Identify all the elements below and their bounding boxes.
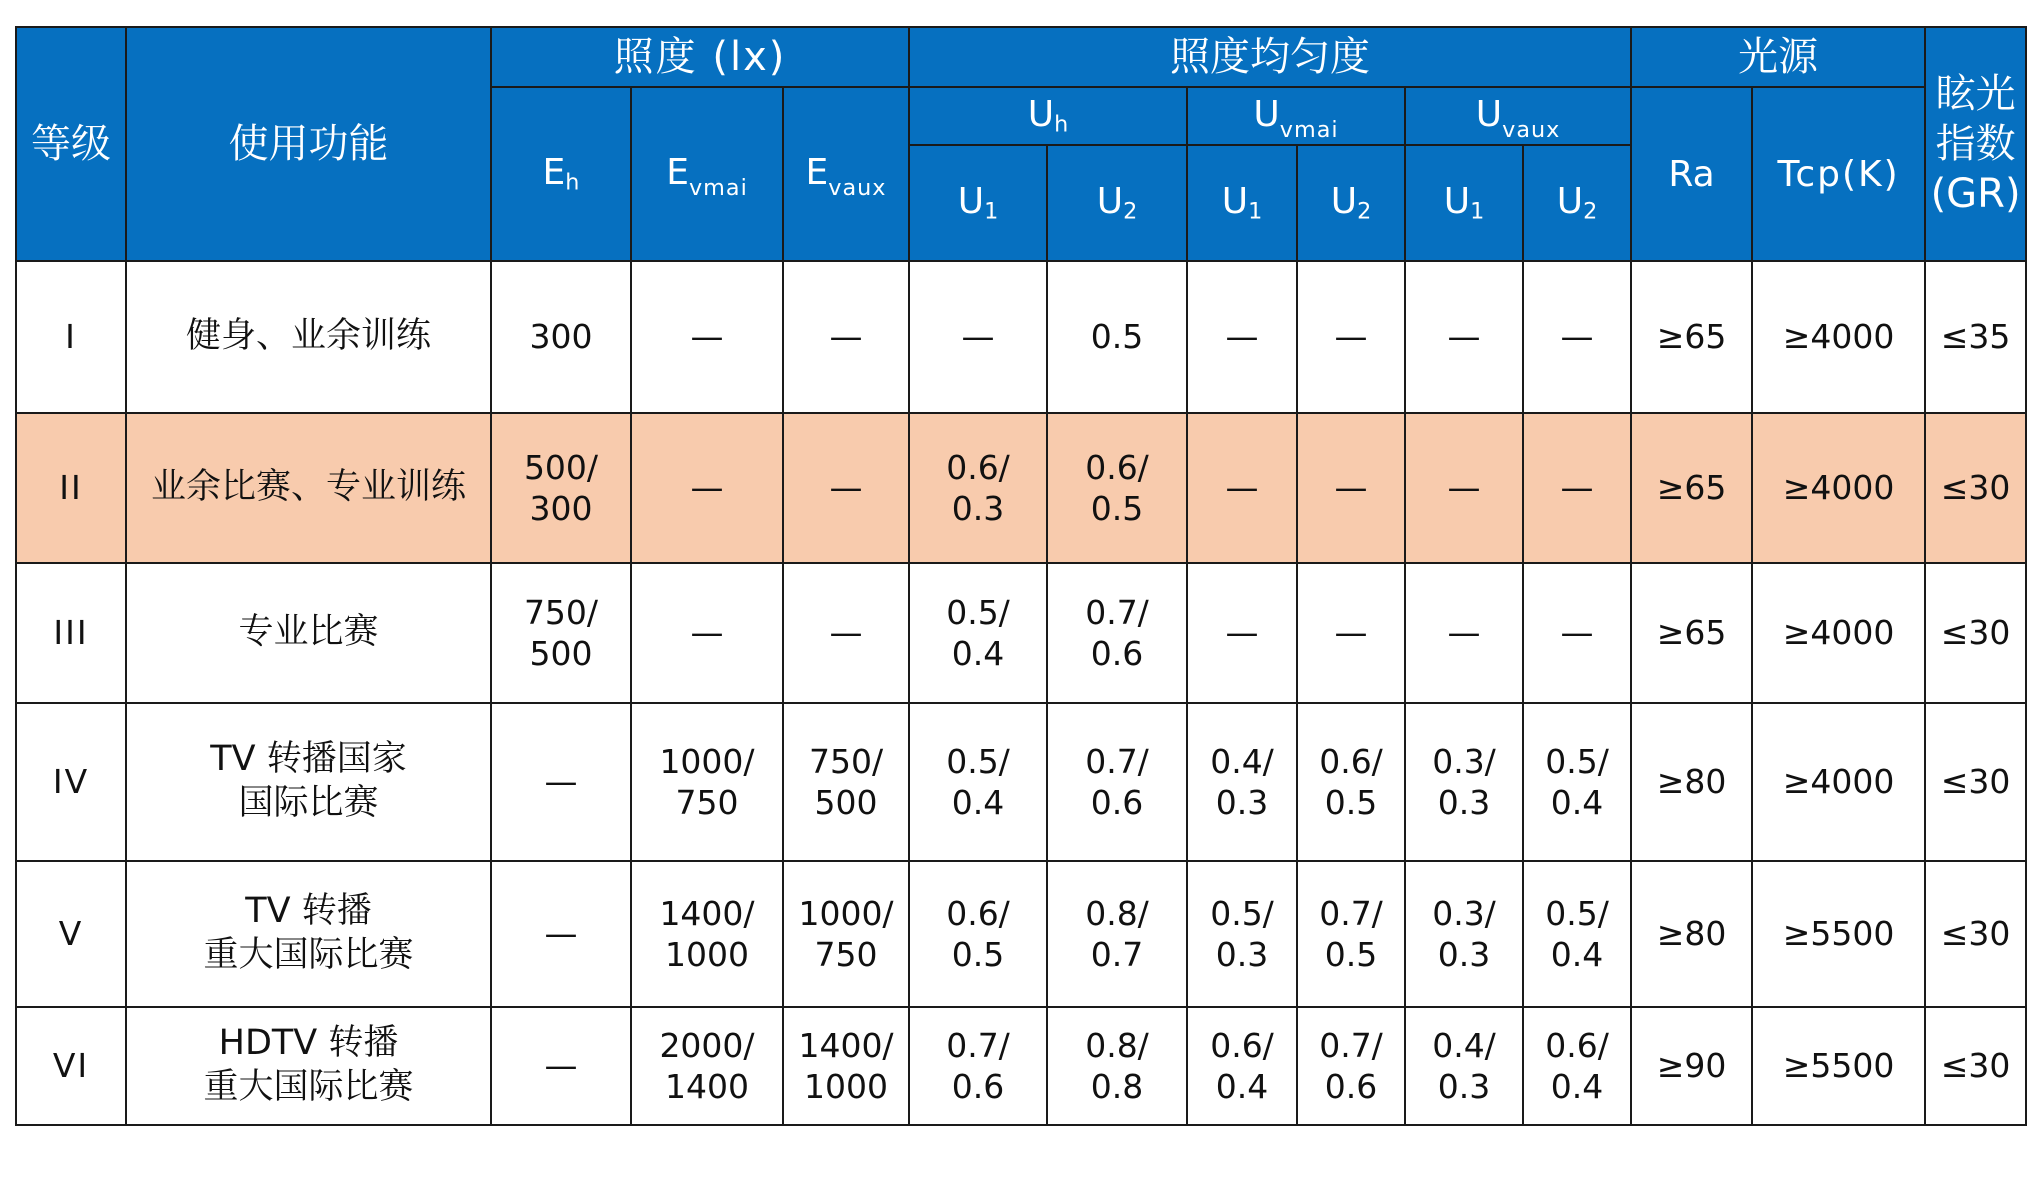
level-cell: I	[16, 261, 126, 413]
value-line: —	[1225, 317, 1259, 357]
value-cell	[491, 1007, 631, 1125]
header-level: 等级	[16, 27, 126, 261]
value-line: 300	[529, 489, 593, 528]
value-cell	[1047, 861, 1187, 1007]
value-line: 0.3	[1215, 935, 1269, 974]
header-uh: $U_h$	[909, 87, 1187, 145]
value-line: 0.5/	[1545, 893, 1609, 933]
value-cell	[1523, 563, 1631, 703]
function-cell	[126, 703, 491, 861]
value-line: ≥65	[1656, 468, 1727, 508]
value-line: —	[1560, 468, 1594, 508]
value-cell	[1297, 1007, 1405, 1125]
value-cell	[1523, 703, 1631, 861]
value-cell	[783, 861, 909, 1007]
value-line: 750	[814, 935, 878, 974]
value-line: 0.5/	[946, 592, 1010, 632]
value-line: 0.7/	[1319, 893, 1383, 933]
value-cell	[1631, 413, 1752, 563]
value-cell	[1752, 1007, 1925, 1125]
value-line: 0.5	[951, 935, 1005, 974]
value-cell	[491, 563, 631, 703]
value-cell	[909, 861, 1047, 1007]
value-line: 0.7/	[946, 1025, 1010, 1065]
value-line: 0.8/	[1085, 893, 1149, 933]
value-cell	[783, 563, 909, 703]
value-cell	[1405, 563, 1523, 703]
function-cell	[126, 413, 491, 563]
value-line: ≤30	[1940, 1046, 2011, 1086]
header-tcp: Tcp(K)	[1752, 87, 1925, 261]
value-line: 500	[529, 634, 593, 673]
value-line: 0.5/	[1545, 741, 1609, 781]
value-cell	[1047, 261, 1187, 413]
value-cell	[1405, 1007, 1523, 1125]
value-line: ≤30	[1940, 914, 2011, 954]
glare-line-2: 指数	[1935, 121, 2016, 167]
value-line: 0.7	[1090, 935, 1144, 974]
value-line: ≥4000	[1782, 317, 1895, 357]
header-uvaux: $U_{vaux}$	[1405, 87, 1631, 145]
value-line: 1400/	[659, 893, 755, 933]
value-cell	[631, 261, 783, 413]
value-line: —	[690, 317, 724, 357]
function-line: 重大国际比赛	[203, 1067, 414, 1107]
value-line: 0.6/	[1210, 1025, 1274, 1065]
value-cell	[1187, 861, 1297, 1007]
level-cell: IV	[16, 703, 126, 861]
value-line: —	[1447, 613, 1481, 653]
value-cell	[1752, 563, 1925, 703]
value-line: 750/	[523, 592, 599, 632]
value-line: 0.4	[1550, 1067, 1604, 1106]
value-line: 1000	[804, 1067, 888, 1106]
value-line: —	[829, 468, 863, 508]
glare-line-1: 眩光	[1935, 71, 2016, 117]
value-line: 0.6/	[1545, 1025, 1609, 1065]
value-cell	[783, 413, 909, 563]
value-cell	[1187, 703, 1297, 861]
value-line: ≤35	[1940, 317, 2011, 357]
function-line: 重大国际比赛	[203, 935, 414, 975]
value-line: —	[1560, 613, 1594, 653]
value-line: ≤30	[1940, 762, 2011, 802]
header-uvaux-u2: $U_2$	[1523, 145, 1631, 261]
level-cell: V	[16, 861, 126, 1007]
value-line: 0.4	[1215, 1067, 1269, 1106]
value-line: 0.7/	[1085, 592, 1149, 632]
value-cell	[1631, 261, 1752, 413]
value-line: —	[544, 1046, 578, 1086]
header-uvaux-u1: $U_1$	[1405, 145, 1523, 261]
value-line: 0.3	[1437, 1067, 1491, 1106]
value-cell	[1187, 1007, 1297, 1125]
value-cell	[1297, 413, 1405, 563]
value-cell	[1925, 563, 2026, 703]
value-line: ≥5500	[1782, 1046, 1895, 1086]
header-uvmai: $U_{vmai}$	[1187, 87, 1405, 145]
value-cell	[909, 703, 1047, 861]
value-line: 0.5/	[946, 741, 1010, 781]
value-line: 0.6/	[1085, 447, 1149, 487]
value-line: ≥4000	[1782, 468, 1895, 508]
value-cell	[1523, 261, 1631, 413]
value-line: 0.5	[1090, 317, 1144, 357]
value-cell	[1047, 563, 1187, 703]
value-cell	[909, 261, 1047, 413]
value-line: ≥80	[1656, 762, 1727, 802]
function-line: 国际比赛	[238, 783, 379, 823]
value-line: 0.3/	[1432, 741, 1496, 781]
value-cell	[1752, 861, 1925, 1007]
value-line: —	[544, 914, 578, 954]
level-cell: II	[16, 413, 126, 563]
value-line: 0.3/	[1432, 893, 1496, 933]
value-line: 750/	[808, 741, 884, 781]
value-cell	[1523, 413, 1631, 563]
value-cell	[1297, 861, 1405, 1007]
value-cell	[1047, 1007, 1187, 1125]
value-line: 0.3	[1437, 935, 1491, 974]
table-body	[16, 261, 2026, 1125]
value-line: 0.4/	[1432, 1025, 1496, 1065]
value-line: 0.4	[951, 783, 1005, 822]
glare-line-3: (GR)	[1930, 171, 2021, 217]
function-cell	[126, 1007, 491, 1125]
value-line: 0.6	[1324, 1067, 1378, 1106]
value-line: 0.6/	[1319, 741, 1383, 781]
value-cell	[491, 413, 631, 563]
header-glare-index	[1925, 27, 2026, 261]
value-cell	[491, 861, 631, 1007]
header-uh-u1: $U_1$	[909, 145, 1047, 261]
value-line: 0.5	[1324, 783, 1378, 822]
value-cell	[1925, 261, 2026, 413]
table-row	[16, 413, 2026, 563]
table-row	[16, 563, 2026, 703]
value-cell	[1405, 703, 1523, 861]
value-line: —	[1225, 468, 1259, 508]
value-cell	[1297, 261, 1405, 413]
value-cell	[491, 703, 631, 861]
value-cell	[1047, 703, 1187, 861]
value-line: 1000/	[659, 741, 755, 781]
value-line: —	[829, 613, 863, 653]
value-line: 0.7/	[1085, 741, 1149, 781]
value-line: 0.4	[1550, 783, 1604, 822]
value-cell	[1752, 703, 1925, 861]
lighting-standards-table	[15, 26, 2027, 1126]
header-illuminance: 照度 (lx)	[491, 27, 909, 87]
value-cell	[783, 1007, 909, 1125]
function-line: 业余比赛、专业训练	[150, 467, 466, 508]
value-line: —	[1334, 613, 1368, 653]
header-uvmai-u1: $U_1$	[1187, 145, 1297, 261]
header-uniformity: 照度均匀度	[909, 27, 1631, 87]
value-cell	[909, 1007, 1047, 1125]
value-cell	[1752, 413, 1925, 563]
header-light-source: 光源	[1631, 27, 1925, 87]
value-line: 0.3	[951, 489, 1005, 528]
value-line: 2000/	[659, 1025, 755, 1065]
value-line: —	[961, 317, 995, 357]
value-cell	[909, 563, 1047, 703]
value-cell	[783, 261, 909, 413]
value-line: ≥90	[1656, 1046, 1727, 1086]
value-cell	[783, 703, 909, 861]
function-cell	[126, 261, 491, 413]
value-line: ≤30	[1940, 613, 2011, 653]
value-line: ≤30	[1940, 468, 2011, 508]
value-line: 1000	[665, 935, 749, 974]
level-cell: III	[16, 563, 126, 703]
value-line: 500	[814, 783, 878, 822]
value-line: —	[1560, 317, 1594, 357]
value-cell	[1631, 703, 1752, 861]
value-cell	[1405, 413, 1523, 563]
value-line: ≥65	[1656, 317, 1727, 357]
value-cell	[1523, 861, 1631, 1007]
value-line: 1400/	[798, 1025, 894, 1065]
value-cell	[1187, 413, 1297, 563]
value-cell	[631, 563, 783, 703]
value-line: 500/	[523, 447, 599, 487]
value-line: 0.6	[1090, 634, 1144, 673]
value-cell	[631, 1007, 783, 1125]
function-line: HDTV 转播	[218, 1023, 399, 1064]
value-cell	[1925, 861, 2026, 1007]
value-line: 0.5	[1324, 935, 1378, 974]
header-ra: Ra	[1631, 87, 1752, 261]
value-cell	[1187, 261, 1297, 413]
value-cell	[1405, 261, 1523, 413]
header-eh: $E_h$	[491, 87, 631, 261]
value-cell	[491, 261, 631, 413]
value-line: ≥80	[1656, 914, 1727, 954]
function-cell	[126, 861, 491, 1007]
header-evaux: $E_{vaux}$	[783, 87, 909, 261]
header-function: 使用功能	[126, 27, 491, 261]
value-line: 0.6	[951, 1067, 1005, 1106]
value-line: —	[544, 762, 578, 802]
value-line: 0.5/	[1210, 893, 1274, 933]
value-line: 0.7/	[1319, 1025, 1383, 1065]
value-cell	[1925, 1007, 2026, 1125]
value-line: —	[829, 317, 863, 357]
value-cell	[909, 413, 1047, 563]
header-uh-u2: $U_2$	[1047, 145, 1187, 261]
value-line: —	[1334, 468, 1368, 508]
table-row	[16, 1007, 2026, 1125]
value-line: 300	[529, 317, 593, 357]
value-line: 0.8/	[1085, 1025, 1149, 1065]
value-line: ≥4000	[1782, 613, 1895, 653]
value-cell	[1631, 861, 1752, 1007]
value-cell	[1925, 703, 2026, 861]
function-cell	[126, 563, 491, 703]
value-cell	[1405, 861, 1523, 1007]
value-cell	[1297, 563, 1405, 703]
value-line: —	[1334, 317, 1368, 357]
value-cell	[1523, 1007, 1631, 1125]
value-line: —	[690, 468, 724, 508]
level-cell: VI	[16, 1007, 126, 1125]
value-line: 0.4	[951, 634, 1005, 673]
value-line: 0.5	[1090, 489, 1144, 528]
value-line: 0.8	[1090, 1067, 1144, 1106]
function-line: TV 转播国家	[210, 739, 407, 780]
table-row	[16, 861, 2026, 1007]
value-line: —	[690, 613, 724, 653]
value-cell	[1925, 413, 2026, 563]
table-row	[16, 703, 2026, 861]
value-line: 0.3	[1215, 783, 1269, 822]
table-row	[16, 261, 2026, 413]
value-line: —	[1447, 468, 1481, 508]
header-uvmai-u2: $U_2$	[1297, 145, 1405, 261]
value-line: ≥5500	[1782, 914, 1895, 954]
value-cell	[1297, 703, 1405, 861]
value-line: 0.6	[1090, 783, 1144, 822]
function-line: 健身、业余训练	[185, 316, 431, 357]
value-line: 750	[675, 783, 739, 822]
value-cell	[1631, 563, 1752, 703]
value-cell	[1047, 413, 1187, 563]
value-line: 0.3	[1437, 783, 1491, 822]
value-line: 0.4	[1550, 935, 1604, 974]
value-line: 0.4/	[1210, 741, 1274, 781]
value-cell	[631, 413, 783, 563]
header-evmai: $E_{vmai}$	[631, 87, 783, 261]
value-line: ≥4000	[1782, 762, 1895, 802]
value-line: 1400	[665, 1067, 749, 1106]
value-cell	[1187, 563, 1297, 703]
function-line: 专业比赛	[238, 612, 379, 653]
value-line: 1000/	[798, 893, 894, 933]
value-cell	[1752, 261, 1925, 413]
value-line: 0.6/	[946, 447, 1010, 487]
value-line: ≥65	[1656, 613, 1727, 653]
function-line: TV 转播	[245, 891, 372, 932]
value-cell	[1631, 1007, 1752, 1125]
value-cell	[631, 703, 783, 861]
value-line: —	[1447, 317, 1481, 357]
value-cell	[631, 861, 783, 1007]
value-line: 0.6/	[946, 893, 1010, 933]
value-line: —	[1225, 613, 1259, 653]
